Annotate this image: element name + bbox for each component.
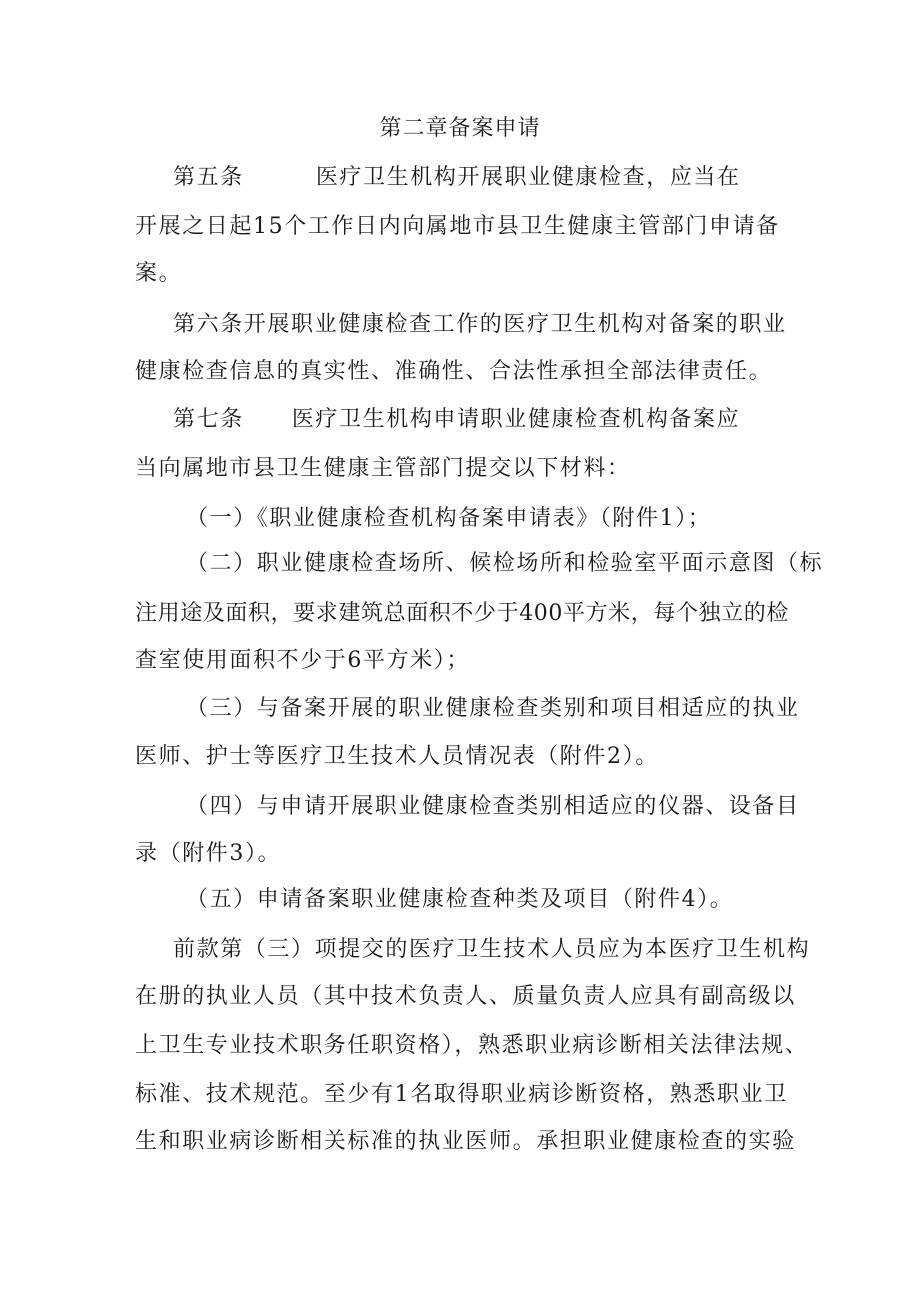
closing-line-2: 在册的执业人员（其中技术负责人、质量负责人应具有副高级以 xyxy=(135,984,796,1009)
closing-line-4: 标准、技术规范。至少有1名取得职业病诊断资格，熟悉职业卫 xyxy=(135,1082,788,1107)
article-5-line-3: 案。 xyxy=(135,261,183,286)
article-5-line-1 xyxy=(173,163,741,193)
closing-line-1: 前款第（三）项提交的医疗卫生技术人员应为本医疗卫生机构 xyxy=(173,937,811,962)
article-7-text: 医疗卫生机构申请职业健康检查机构备案应 xyxy=(291,407,741,432)
article-6-line-2: 健康检查信息的真实性、准确性、合法性承担全部法律责任。 xyxy=(135,359,773,384)
article-6-line-1: 第六条开展职业健康检查工作的医疗卫生机构对备案的职业 xyxy=(173,312,787,337)
article-7-label: 第七条 xyxy=(173,407,244,432)
chapter-title: 第二章备案申请 xyxy=(379,116,541,141)
item-3-line-1: （三）与备案开展的职业健康检查类别和项目相适应的执业 xyxy=(186,696,800,721)
item-4-line-1: （四）与申请开展职业健康检查类别相适应的仪器、设备目 xyxy=(186,794,800,819)
item-5-line-1: （五）申请备案职业健康检查种类及项目（附件4）。 xyxy=(186,887,734,912)
item-4-line-2: 录（附件3）。 xyxy=(135,841,282,866)
item-3-line-2: 医师、护士等医疗卫生技术人员情况表（附件2）。 xyxy=(135,744,659,769)
closing-line-5: 生和职业病诊断相关标准的执业医师。承担职业健康检查的实验 xyxy=(135,1129,796,1154)
article-5-label: 第五条 xyxy=(173,165,244,190)
article-7-line-1 xyxy=(173,405,740,435)
item-1-line-1: （一）《职业健康检查机构备案申请表》（附件1）； xyxy=(186,506,712,531)
article-5-line-2: 开展之日起15个工作日内向属地市县卫生健康主管部门申请备 xyxy=(135,214,780,239)
closing-line-3: 上卫生专业技术职务任职资格），熟悉职业病诊断相关法律法规、 xyxy=(135,1033,809,1058)
item-2-line-1: （二）职业健康检查场所、候检场所和检验室平面示意图（标 xyxy=(186,551,824,576)
article-7-line-2: 当向属地市县卫生健康主管部门提交以下材料： xyxy=(135,456,631,481)
article-5-text: 医疗卫生机构开展职业健康检查，应当在 xyxy=(315,165,741,190)
item-2-line-3: 查室使用面积不少于6平方米）； xyxy=(135,648,470,673)
item-2-line-2: 注用途及面积，要求建筑总面积不少于400平方米，每个独立的检 xyxy=(135,601,789,626)
